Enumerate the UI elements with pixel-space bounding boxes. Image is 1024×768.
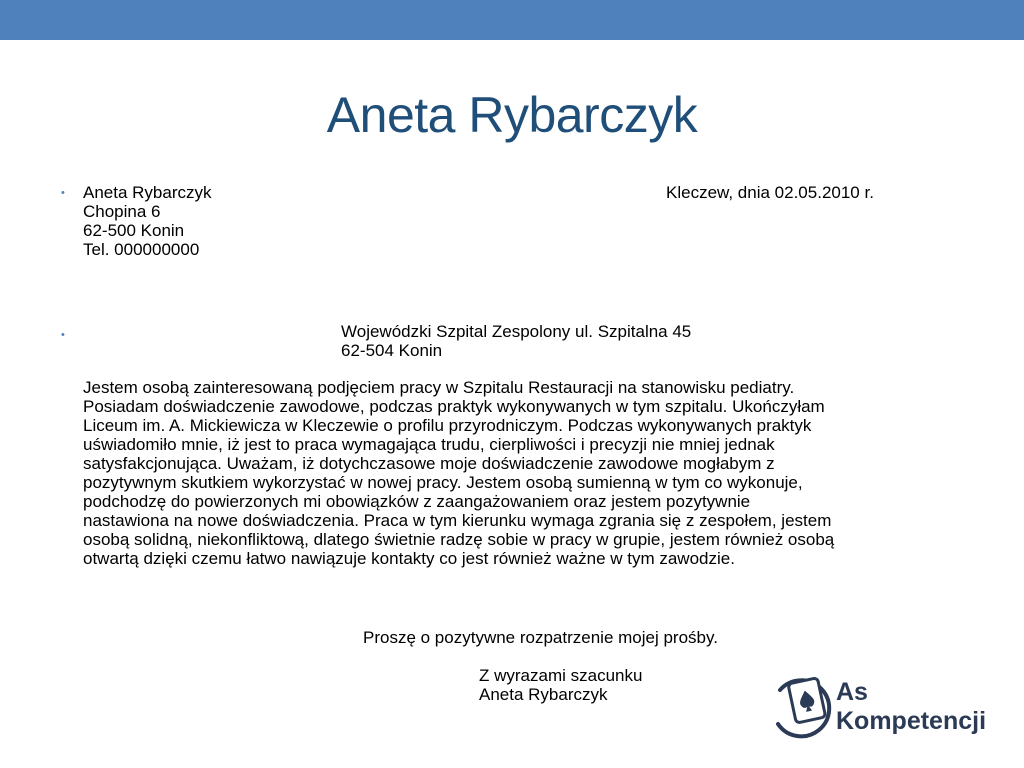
recipient-line2: 62-504 Konin xyxy=(341,341,443,360)
closing-request: Proszę o pozytywne rozpatrzenie mojej prośby. xyxy=(363,628,718,647)
paragraph-line: Posiadam doświadczenie zawodowe, podczas praktyk wykonywanych w tym szpitalu. Ukończyłam xyxy=(83,397,825,416)
paragraph-line: podchodzę do powierzonych mi obowiązków z zaangażowaniem oraz jestem pozytywnie xyxy=(83,492,751,511)
bullet-icon: • xyxy=(61,187,65,199)
recipient-line1: Wojewódzki Szpital Zespolony ul. Szpitalna 45 xyxy=(341,322,692,341)
bullet-icon: • xyxy=(61,329,65,341)
sender-street: Chopina 6 xyxy=(83,202,161,221)
slide-title: Aneta Rybarczyk xyxy=(326,87,698,143)
top-accent-bar xyxy=(0,0,1024,40)
sender-city: 62-500 Konin xyxy=(83,221,185,240)
paragraph-line: Jestem osobą zainteresowaną podjęciem pracy w Szpitalu Restauracji na stanowisku pediatry. xyxy=(83,378,795,397)
closing-signature: Aneta Rybarczyk xyxy=(479,685,608,704)
paragraph-line: pozytywnym skutkiem wykorzystać w nowej pracy. Jestem osobą sumienną w tym co wykonuje, xyxy=(83,473,803,492)
paragraph-line: satysfakcjonująca. Uważam, iż dotychczasowe moje doświadczenie zawodowe mogłabym z xyxy=(83,454,775,473)
sender-name: Aneta Rybarczyk xyxy=(83,183,212,202)
letter-paragraph xyxy=(83,378,983,568)
logo-text-line2: Kompetencji xyxy=(836,707,987,735)
paragraph-line: uświadomiło mnie, iż jest to praca wymagająca trudu, cierpliwości i precyzji nie mniej jednak xyxy=(83,435,775,454)
paragraph-line: otwartą dzięki czemu łatwo nawiązuje kontakty co jest również ważne w tym zawodzie. xyxy=(83,549,735,568)
paragraph-line: nastawiona na nowe doświadczenia. Praca w tym kierunku wymaga zgrania się z zespołem, jestem xyxy=(83,511,832,530)
closing-regards: Z wyrazami szacunku xyxy=(479,666,643,685)
logo-text-line1: As xyxy=(836,678,868,706)
paragraph-line: Liceum im. A. Mickiewicza w Kleczewie o profilu przyrodniczym. Podczas wykonywanych praktyk xyxy=(83,416,812,435)
paragraph-line: osobą solidną, niekonfliktową, dlatego świetnie radzę sobie w pracy w grupie, jestem również osobą xyxy=(83,530,835,549)
sender-phone: Tel. 000000000 xyxy=(83,240,200,259)
place-date: Kleczew, dnia 02.05.2010 r. xyxy=(666,183,874,202)
spade-card-icon xyxy=(766,672,832,744)
